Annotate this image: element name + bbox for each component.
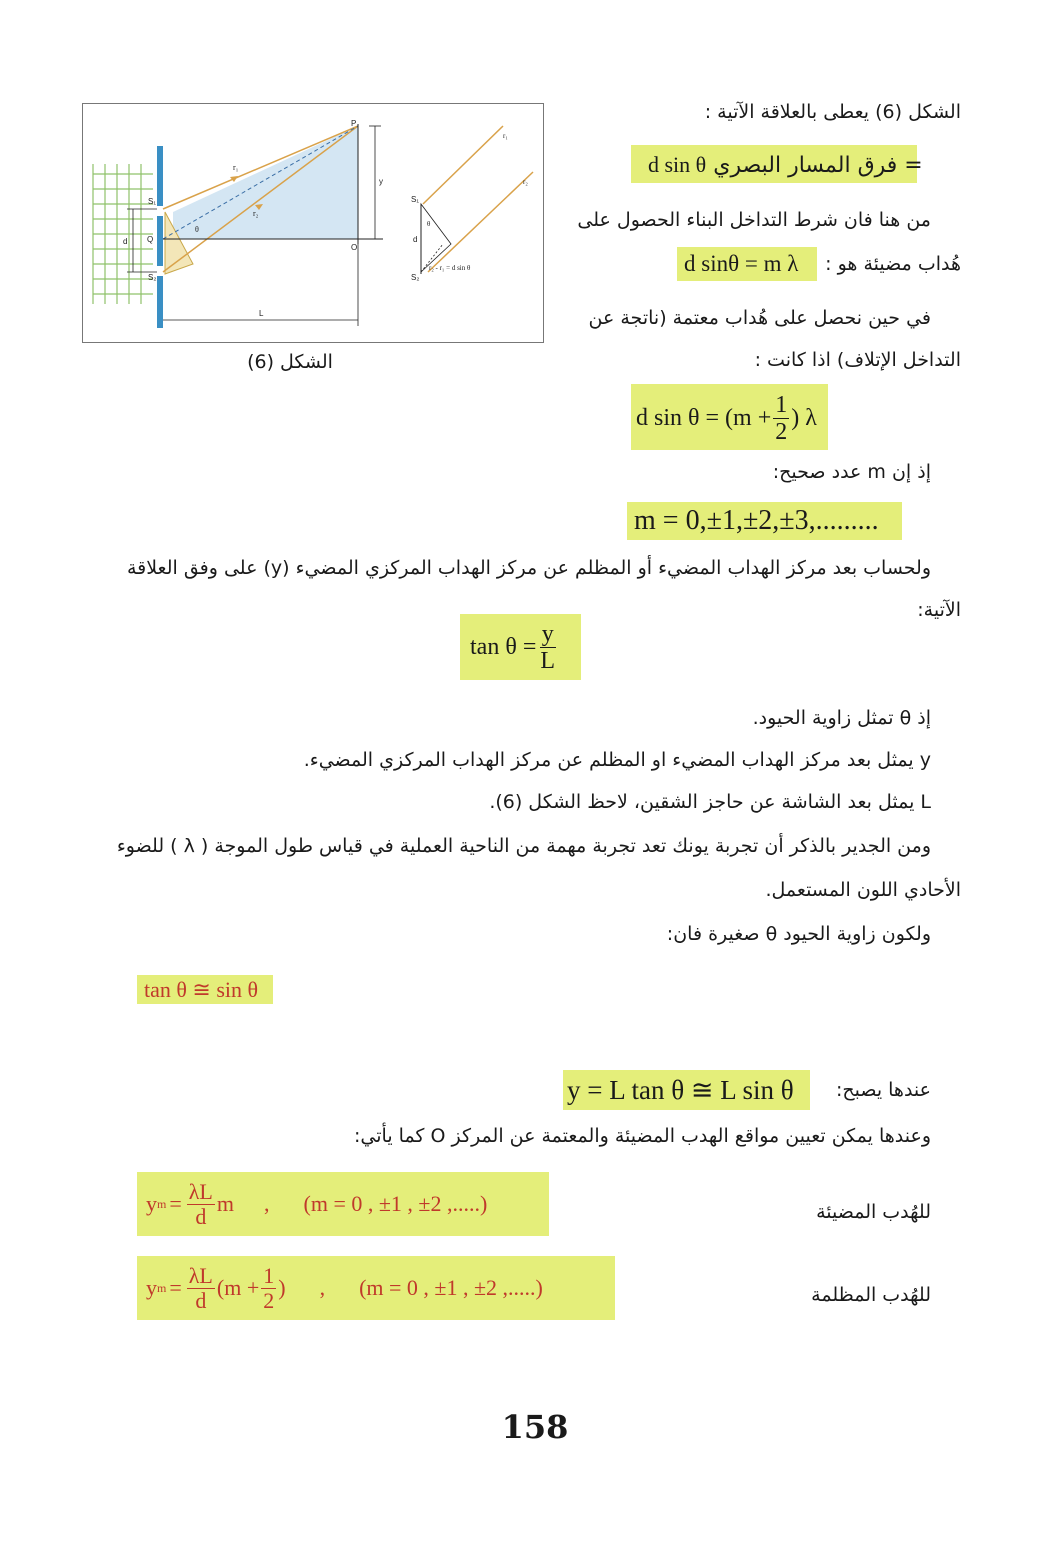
box9-m: (m + <box>216 1275 260 1300</box>
inset-label-S1: S₁ <box>411 195 420 204</box>
box9-den: d <box>195 1287 207 1313</box>
inset-label-S2: S₂ <box>411 273 420 282</box>
young-text-2: الأحادي اللون المستعمل. <box>765 879 961 901</box>
box8-fraction <box>187 1178 215 1229</box>
label-P: P <box>351 119 357 128</box>
inset-label-r2: r₂ <box>523 178 528 186</box>
box3-num: 1 <box>775 391 788 418</box>
intro-text: الشكل (6) يعطى بالعلاقة الآتية : <box>704 101 961 123</box>
box9-fraction <box>187 1262 215 1313</box>
label-S1: S₁ <box>148 197 157 206</box>
box3-den: 2 <box>775 418 788 445</box>
then-text: عندها يصبح: <box>835 1079 931 1101</box>
box9-y: y <box>146 1275 157 1300</box>
small-angle-formula: tan θ ≅ sin θ <box>144 977 259 1002</box>
box8-cond: (m = 0 , ±1 , ±2 ,.....) <box>303 1191 488 1216</box>
box9-comma: , <box>319 1275 326 1300</box>
constructive-formula: d sinθ = m λ <box>684 251 799 276</box>
young-text-1: ومن الجدير بالذكر أن تجربة يونك تعد تجربة مهمة من الناحية العملية في قياس طول الموجة ( λ ) للضوء <box>116 835 931 857</box>
label-L: L <box>259 309 264 318</box>
box8-den: d <box>195 1203 207 1229</box>
theta-definition: إذ θ تمثل زاوية الحيود. <box>752 707 931 729</box>
box8-comma: , <box>264 1191 270 1216</box>
box5-left: tan θ = <box>470 633 537 660</box>
dark-text-1: في حين نحصل على هُداب معتمة (ناتجة عن <box>588 307 931 329</box>
box5-num: y <box>541 620 554 647</box>
dark-position-formula <box>146 1260 543 1316</box>
double-slit-diagram <box>83 104 543 342</box>
box9-half-num: 1 <box>263 1262 275 1288</box>
small-angle-text: ولكون زاوية الحيود θ صغيرة فان: <box>666 923 931 945</box>
box1-ar: فرق المسار البصري = <box>713 153 923 178</box>
box8-m: m <box>216 1191 234 1216</box>
m-values-formula: m = 0,±1,±2,±3,......... <box>634 505 879 536</box>
dark-fringes-label: للهُدب المظلمة <box>811 1284 931 1306</box>
label-S2: S₂ <box>148 273 157 282</box>
path-difference-formula <box>648 152 923 179</box>
box9-half-den: 2 <box>263 1287 275 1313</box>
bright-position-formula <box>146 1176 487 1232</box>
label-r1: r₁ <box>233 163 239 172</box>
inset-ray-1 <box>423 126 503 204</box>
inset-label-d: d <box>413 235 418 244</box>
y-definition: y يمثل بعد مركز الهداب المضيء او المظلم عن مركز الهداب المركزي المضيء. <box>303 749 931 771</box>
box8-eq: = <box>169 1191 182 1216</box>
label-y: y <box>379 177 383 186</box>
box3-right: ) λ <box>791 404 817 431</box>
y-calc-text-2: الآتية: <box>917 599 961 621</box>
destructive-formula <box>636 390 817 446</box>
slit-barrier-top <box>157 146 163 206</box>
tan-formula <box>470 618 559 676</box>
incident-wave-grid <box>93 164 153 304</box>
y-calc-text-1: ولحساب بعد مركز الهداب المضيء أو المظلم عن مركز الهداب المركزي المضيء (y) على وفق العلاقة <box>126 557 931 579</box>
box9-eq: = <box>169 1275 182 1300</box>
positions-text: وعندها يمكن تعيين مواقع الهدب المضيئة والمعتمة عن المركز O كما يأتي: <box>354 1125 931 1147</box>
box8-num: λL <box>188 1178 213 1204</box>
L-definition: L يمثل بعد الشاشة عن حاجز الشقين، لاحظ الشكل (6). <box>489 791 931 813</box>
box5-fraction <box>538 622 557 673</box>
bright-fringes-text: هُداب مضيئة هو : <box>825 253 961 275</box>
label-O: O <box>351 243 358 252</box>
label-theta: θ <box>195 225 199 234</box>
box3-left: d sin θ = (m + <box>636 404 772 431</box>
box9-close: ) <box>278 1275 286 1300</box>
inset-label-theta: θ <box>427 220 431 228</box>
label-Q: Q <box>147 235 154 244</box>
box9-cond: (m = 0 , ±1 , ±2 ,.....) <box>359 1275 543 1300</box>
inset-label-diff: r₂ - r₁ = d sin θ <box>429 264 471 272</box>
inset-ray-2 <box>428 172 533 272</box>
slit-barrier-mid <box>157 216 163 266</box>
box3-fraction <box>773 393 789 444</box>
box9-sub: m <box>157 1280 167 1295</box>
box9-num: λL <box>188 1262 213 1288</box>
y-formula: y = L tan θ ≅ L sin θ <box>567 1075 794 1105</box>
inset-label-r1: r₁ <box>503 132 508 140</box>
label-d: d <box>123 237 128 246</box>
page-number: 158 <box>501 1408 569 1446</box>
box9-half-fraction <box>261 1262 276 1313</box>
figure-caption: الشكل (6) <box>247 351 333 373</box>
label-r2: r₂ <box>253 209 259 218</box>
path-region <box>173 126 358 239</box>
figure-6-diagram <box>82 103 544 343</box>
slit-barrier-bottom <box>157 276 163 328</box>
constructive-text: من هنا فان شرط التداخل البناء الحصول على <box>577 209 931 231</box>
box8-y: y <box>146 1191 157 1216</box>
inset-triangle <box>421 204 451 272</box>
dark-text-2: التداخل الإتلاف) اذا كانت : <box>754 349 961 371</box>
m-integer-text: إذ إن m عدد صحيح: <box>772 461 931 483</box>
bright-fringes-label: للهُدب المضيئة <box>816 1201 931 1223</box>
box8-sub: m <box>157 1196 167 1211</box>
box1-eq: d sin θ <box>648 152 707 177</box>
box5-den: L <box>540 647 556 674</box>
